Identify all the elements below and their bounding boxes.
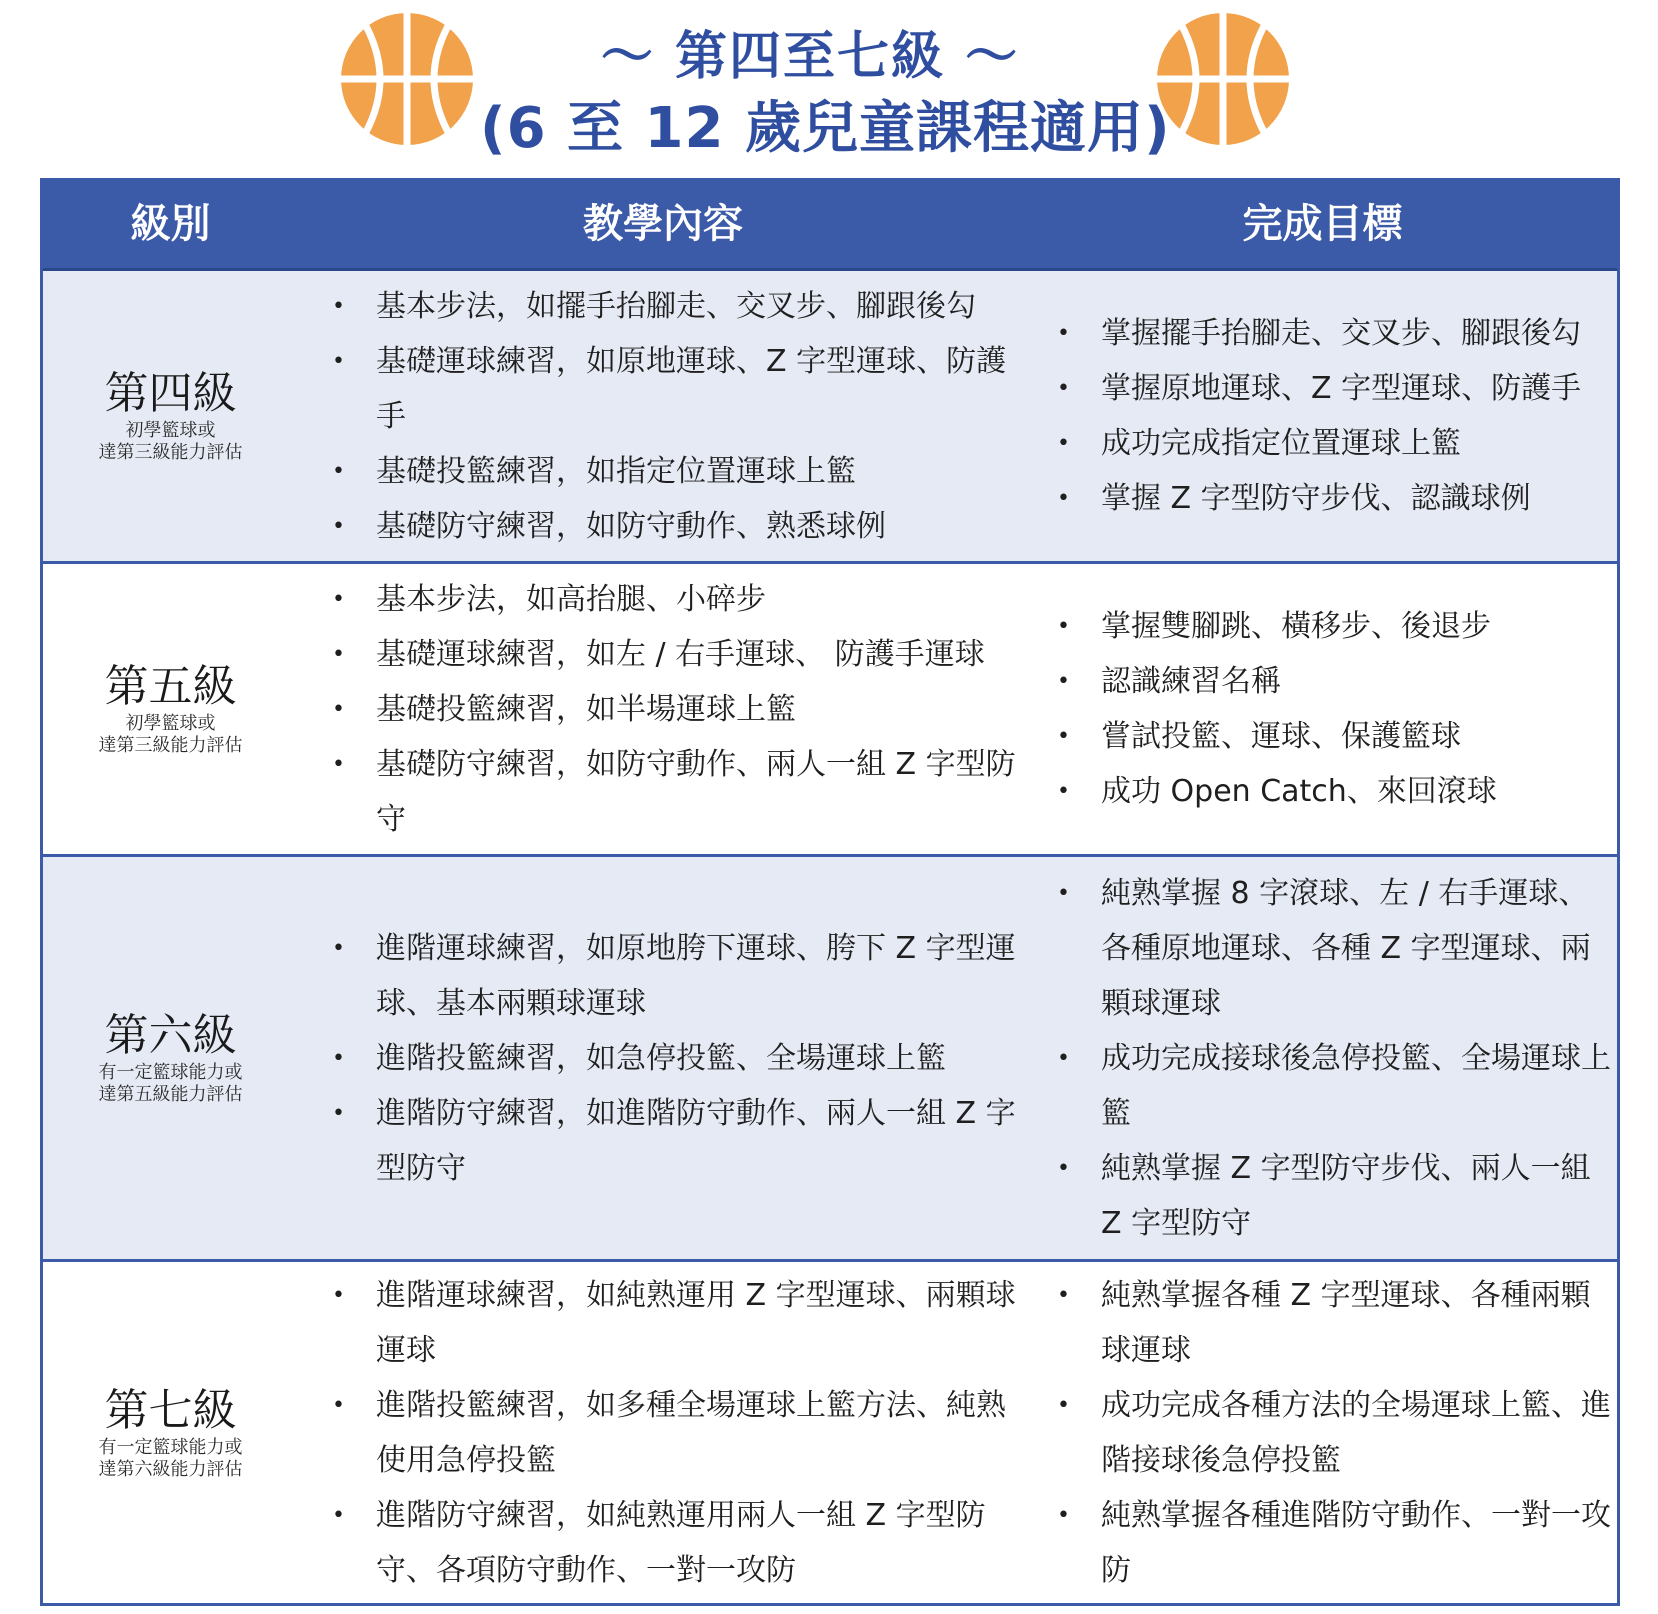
goal-item: • 純熟掌握 8 字滾球、左 / 右手運球、各種原地運球、各種 Z 字型運球、兩顆球運球 [1053, 866, 1613, 1031]
page-subtitle: (6 至 12 歲兒童課程適用) [480, 96, 1171, 161]
level-note: 初學籃球或 達第三級能力評估 [98, 420, 243, 463]
content-item: • 進階投籃練習，如急停投籃、全場運球上籃 [328, 1031, 1048, 1086]
level-name: 第七級 [104, 1384, 237, 1436]
basketball-icon [1152, 8, 1294, 150]
goal-cell [1053, 271, 1613, 561]
goal-item: • 純熟掌握 Z 字型防守步伐、兩人一組 Z 字型防守 [1053, 1141, 1613, 1251]
level-name: 第五級 [104, 661, 237, 712]
content-item: • 基本步法，如高抬腿、小碎步 [328, 572, 1048, 627]
content-item: • 進階投籃練習，如多種全場運球上籃方法、純熟使用急停投籃 [328, 1378, 1048, 1488]
table-row [43, 1262, 1617, 1603]
content-item-list [328, 1268, 1048, 1598]
content-item-list [328, 572, 1048, 847]
content-cell [328, 1262, 1048, 1603]
title-area [0, 0, 1658, 165]
page-title: ～ 第四至七級 ～ [600, 27, 1020, 87]
content-item-list [328, 921, 1048, 1196]
goal-item: • 掌握 Z 字型防守步伐、認識球例 [1053, 471, 1613, 526]
goal-item: • 認識練習名稱 [1053, 654, 1613, 709]
content-cell [328, 857, 1048, 1259]
header-goal: 完成目標 [1242, 201, 1403, 247]
level-note: 初學籃球或 達第三級能力評估 [98, 713, 243, 756]
content-item: • 進階運球練習，如原地胯下運球、胯下 Z 字型運球、基本兩顆球運球 [328, 921, 1048, 1031]
goal-item: • 成功完成接球後急停投籃、全場運球上籃 [1053, 1031, 1613, 1141]
content-item: • 基礎運球練習，如左 / 右手運球、 防護手運球 [328, 627, 1048, 682]
table-row [43, 564, 1617, 857]
goal-item-list [1053, 1268, 1613, 1598]
header-content: 教學內容 [583, 201, 743, 247]
content-item-list [328, 279, 1048, 554]
content-item: • 進階運球練習，如純熟運用 Z 字型運球、兩顆球運球 [328, 1268, 1048, 1378]
level-name: 第四級 [104, 368, 237, 419]
level-cell [43, 271, 298, 561]
level-cell [43, 857, 298, 1259]
content-item: • 基礎投籃練習，如半場運球上籃 [328, 682, 1048, 737]
content-item: • 基礎防守練習，如防守動作、熟悉球例 [328, 499, 1048, 554]
content-cell [328, 564, 1048, 854]
content-item: • 基礎投籃練習，如指定位置運球上籃 [328, 444, 1048, 499]
goal-item-list [1053, 306, 1613, 526]
basketball-icon [336, 8, 478, 150]
content-item: • 進階防守練習，如純熟運用兩人一組 Z 字型防守、各項防守動作、一對一攻防 [328, 1488, 1048, 1598]
goal-cell [1053, 857, 1613, 1259]
goal-item-list [1053, 599, 1613, 819]
goal-item: • 掌握雙腳跳、橫移步、後退步 [1053, 599, 1613, 654]
goal-item: • 純熟掌握各種 Z 字型運球、各種兩顆球運球 [1053, 1268, 1613, 1378]
goal-item: • 純熟掌握各種進階防守動作、一對一攻防 [1053, 1488, 1613, 1598]
table-row [43, 857, 1617, 1262]
content-item: • 基本步法，如擺手抬腳走、交叉步、腳跟後勾 [328, 279, 1048, 334]
header-level: 級別 [130, 201, 211, 247]
content-item: • 基礎防守練習，如防守動作、兩人一組 Z 字型防守 [328, 737, 1048, 847]
content-item: • 基礎運球練習，如原地運球、Z 字型運球、防護手 [328, 334, 1048, 444]
content-cell [328, 271, 1048, 561]
curriculum-table [40, 178, 1620, 1606]
level-name: 第六級 [104, 1010, 237, 1061]
goal-cell [1053, 1262, 1613, 1603]
table-header [43, 181, 1617, 271]
level-note: 有一定籃球能力或 達第五級能力評估 [98, 1062, 243, 1105]
goal-item: • 成功 Open Catch、來回滾球 [1053, 764, 1613, 819]
goal-item: • 掌握原地運球、Z 字型運球、防護手 [1053, 361, 1613, 416]
goal-item-list [1053, 866, 1613, 1251]
level-cell [43, 1262, 298, 1603]
goal-cell [1053, 564, 1613, 854]
goal-item: • 成功完成指定位置運球上籃 [1053, 416, 1613, 471]
table-row [43, 271, 1617, 564]
goal-item: • 掌握擺手抬腳走、交叉步、腳跟後勾 [1053, 306, 1613, 361]
level-note: 有一定籃球能力或 達第六級能力評估 [98, 1436, 243, 1480]
content-item: • 進階防守練習，如進階防守動作、兩人一組 Z 字型防守 [328, 1086, 1048, 1196]
level-cell [43, 564, 298, 854]
goal-item: • 成功完成各種方法的全場運球上籃、進階接球後急停投籃 [1053, 1378, 1613, 1488]
goal-item: • 嘗試投籃、運球、保護籃球 [1053, 709, 1613, 764]
